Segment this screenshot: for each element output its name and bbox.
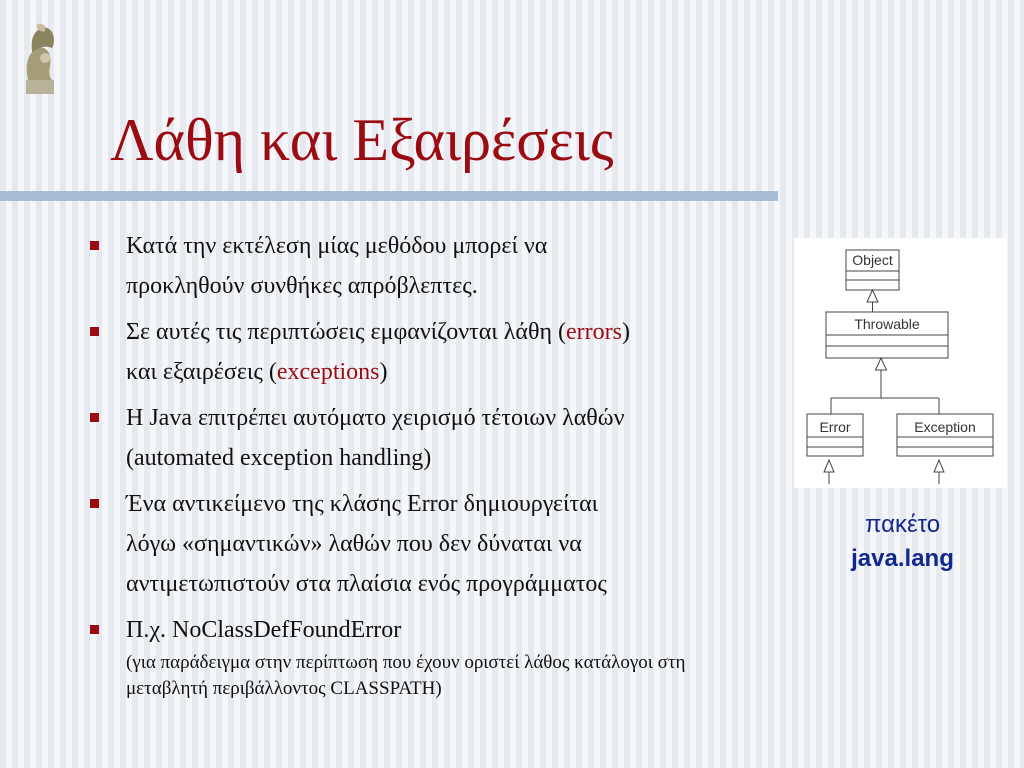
title-divider (0, 191, 778, 201)
object-class-label: Object (852, 252, 893, 268)
package-caption (800, 508, 1005, 576)
athena-logo-icon (18, 22, 62, 96)
bullet-marker-icon (90, 499, 99, 508)
bullet-item: Η Java επιτρέπει αυτόματο χειρισμό τέτοιων λαθών (automated exception handling) (90, 398, 790, 478)
exception-class-label: Exception (914, 419, 976, 435)
errors-term: errors (566, 319, 622, 345)
throwable-class-label: Throwable (854, 316, 920, 332)
error-class-label: Error (819, 419, 851, 435)
bullet-note: (για παράδειγμα στην περίπτωση που έχουν οριστεί λάθος κατάλογοι στη μεταβλητή περιβάλλοντος CLASSPATH) (126, 652, 686, 699)
package-label: πακέτο (864, 511, 941, 538)
class-hierarchy-diagram (794, 238, 1007, 488)
bullet-item: Ένα αντικείμενο της κλάσης Error δημιουργείται λόγω «σημαντικών» λαθών που δεν δύναται να αντιμετωπιστούν στα πλαίσια ενός προγράμματος (90, 484, 790, 604)
bullet-list (90, 226, 790, 702)
bullet-marker-icon (90, 413, 99, 422)
bullet-marker-icon (90, 241, 99, 250)
package-name: java.lang (851, 545, 954, 572)
bullet-item: Π.χ. NoClassDefFoundError (για παράδειγμα στην περίπτωση που έχουν οριστεί λάθος κατάλογοι στη μεταβλητή περιβάλλοντος CLASSPATH) (90, 610, 790, 702)
bullet-marker-icon (90, 327, 99, 336)
bullet-item: Σε αυτές τις περιπτώσεις εμφανίζονται λάθη (errors) και εξαιρέσεις (exceptions) (90, 312, 790, 392)
slide-title: Λάθη και Εξαιρέσεις (110, 107, 614, 173)
exceptions-term: exceptions (276, 359, 380, 385)
bullet-marker-icon (90, 625, 99, 634)
bullet-item: Κατά την εκτέλεση μίας μεθόδου μπορεί να προκληθούν συνθήκες απρόβλεπτες. (90, 226, 790, 306)
